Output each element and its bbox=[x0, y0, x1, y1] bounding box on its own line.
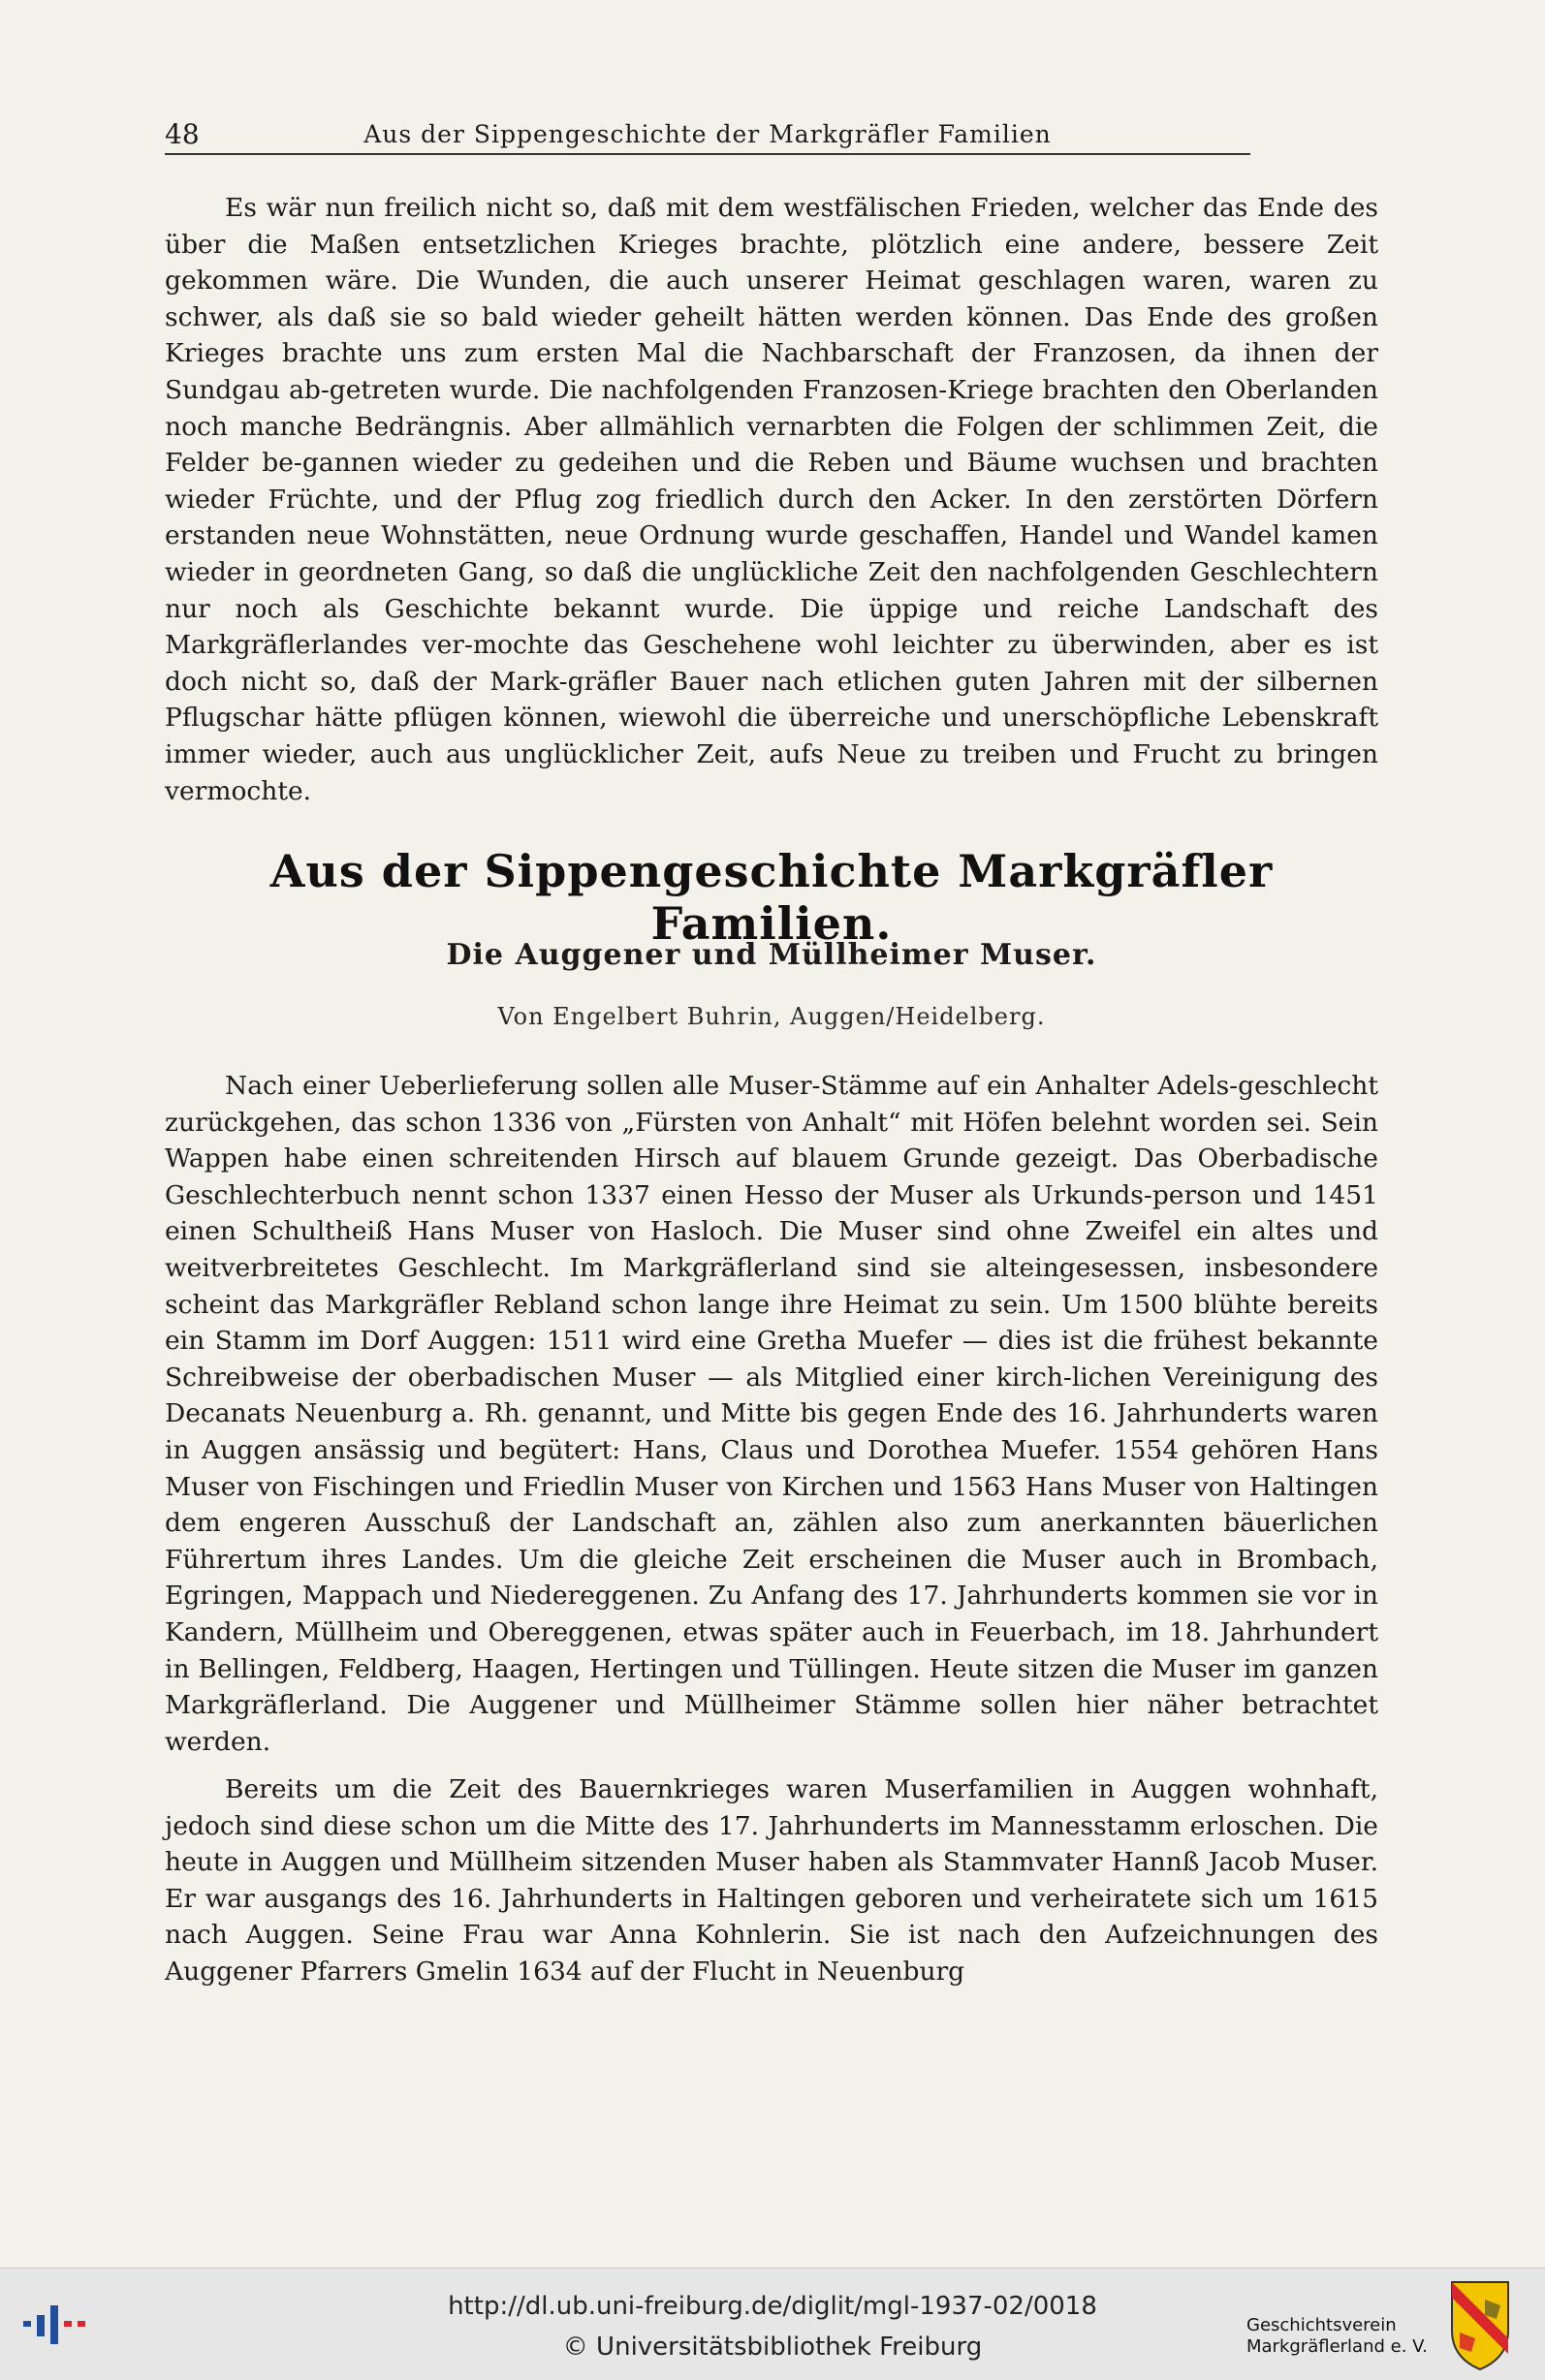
paragraph-1 bbox=[165, 190, 1378, 809]
footer-society-line2: Markgräflerland e. V. bbox=[1246, 2336, 1428, 2357]
markgraeflerland-shield-icon bbox=[1450, 2280, 1510, 2371]
viewer-footer bbox=[0, 2268, 1545, 2380]
article-byline: Von Engelbert Buhrin, Auggen/Heidelberg. bbox=[497, 1003, 1046, 1030]
article-title: Aus der Sippengeschichte Markgräfler Familien. bbox=[269, 845, 1274, 950]
footer-society-line1: Geschichtsverein bbox=[1246, 2315, 1397, 2335]
footer-url-link[interactable]: http://dl.ub.uni-freiburg.de/diglit/mgl-1937-02/0018 bbox=[448, 2292, 1097, 2321]
footer-society-name bbox=[1246, 2315, 1431, 2358]
paragraph-2-text: Nach einer Ueberlieferung sollen alle Muser-Stämme auf ein Anhalter Adels-geschlecht zurückgehen, das schon 1336 von „Fürsten von Anhalt“ mit Höfen belehnt worden sei. Sein Wappen habe einen schreitenden Hirsch auf blauem Grunde gezeigt. Das Oberbadische Geschlechterbuch nennt schon 1337 einen Hesso der Muser als Urkunds-person und 1451 einen Schultheiß Hans Muser von Hasloch. Die Muser sind ohne Zweifel ein altes und weitverbreitetes Geschlecht. Im Markgräflerland sind sie alteingesessen, insbesondere scheint das Markgräfler Rebland schon lange ihre Heimat zu sein. Um 1500 blühte bereits ein Stamm im Dorf Auggen: 1511 wird eine Gretha Muefer — dies ist die frühest bekannte Schreibweise der oberbadischen Muser — als Mitglied einer kirch-lichen Vereinigung des Decanats Neuenburg a. Rh. genannt, und Mitte bis gegen Ende des 16. Jahrhunderts waren in Auggen ansässig und begütert: Hans, Claus und Dorothea Muefer. 1554 gehören Hans Muser von Fischingen und Friedlin Muser von Kirchen und 1563 Hans Muser von Haltingen dem engeren Ausschuß der Landschaft an, zählen also zum anerkannten bäuerlichen Führertum ihres Landes. Um die gleiche Zeit erscheinen die Muser auch in Brombach, Egringen, Mappach und Niedereggenen. Zu Anfang des 17. Jahrhunderts kommen sie vor in Kandern, Müllheim und Obereggenen, etwas später auch in Feuerbach, im 18. Jahrhundert in Bellingen, Feldberg, Haagen, Hertingen und Tüllingen. Heute sitzen die Muser im ganzen Markgräflerland. Die Auggener und Müllheimer Stämme sollen hier näher betrachtet werden. bbox=[165, 1071, 1378, 1757]
paragraph-3 bbox=[165, 1771, 1378, 1990]
running-head-title: Aus der Sippengeschichte der Markgräfler Familien bbox=[363, 120, 1052, 148]
page-number: 48 bbox=[165, 118, 200, 150]
paragraph-1-text: Es wär nun freilich nicht so, daß mit dem westfälischen Frieden, welcher das Ende des über die Maßen entsetzlichen Krieges brachte, plötzlich eine andere, bessere Zeit gekommen wäre. Die Wunden, die auch unserer Heimat geschlagen waren, waren zu schwer, als daß sie so bald wieder geheilt hätten werden können. Das Ende des großen Krieges brachte uns zum ersten Mal die Nachbarschaft der Franzosen, da ihnen der Sundgau ab-getreten wurde. Die nachfolgenden Franzosen-Kriege brachten den Oberlanden noch manche Bedrängnis. Aber allmählich vernarbten die Folgen der schlimmen Zeit, die Felder be-gannen wieder zu gedeihen und die Reben und Bäume wuchsen und brachten wieder Früchte, und der Pflug zog friedlich durch den Acker. In den zerstörten Dörfern erstanden neue Wohnstätten, neue Ordnung wurde geschaffen, Handel und Wandel kamen wieder in geordneten Gang, so daß die unglückliche Zeit den nachfolgenden Geschlechtern nur noch als Geschichte bekannt wurde. Die üppige und reiche Landschaft des Markgräflerlandes ver-mochte das Geschehene wohl leichter zu überwinden, aber es ist doch nicht so, daß der Mark-gräfler Bauer nach etlichen guten Jahren mit der silbernen Pflugschar hätte pflügen können, wiewohl die überreiche und unerschöpfliche Lebenskraft immer wieder, auch aus unglücklicher Zeit, aufs Neue zu treiben und Frucht zu bringen vermochte. bbox=[165, 193, 1378, 806]
footer-copyright: © Universitätsbibliothek Freiburg bbox=[562, 2333, 983, 2362]
paragraph-2 bbox=[165, 1068, 1378, 1760]
running-header bbox=[165, 114, 1250, 155]
paragraph-3-text: Bereits um die Zeit des Bauernkrieges waren Muserfamilien in Auggen wohnhaft, jedoch sind diese schon um die Mitte des 17. Jahrhunderts im Mannesstamm erloschen. Die heute in Auggen und Müllheim sitzenden Muser haben als Stammvater Hannß Jacob Muser. Er war ausgangs des 16. Jahrhunderts in Haltingen geboren und verheiratete sich um 1615 nach Auggen. Seine Frau war Anna Kohnlerin. Sie ist nach den Aufzeichnungen des Auggener Pfarrers Gmelin 1634 auf der Flucht in Neuenburg bbox=[165, 1774, 1378, 1987]
article-subtitle: Die Auggener und Müllheimer Muser. bbox=[446, 938, 1097, 972]
